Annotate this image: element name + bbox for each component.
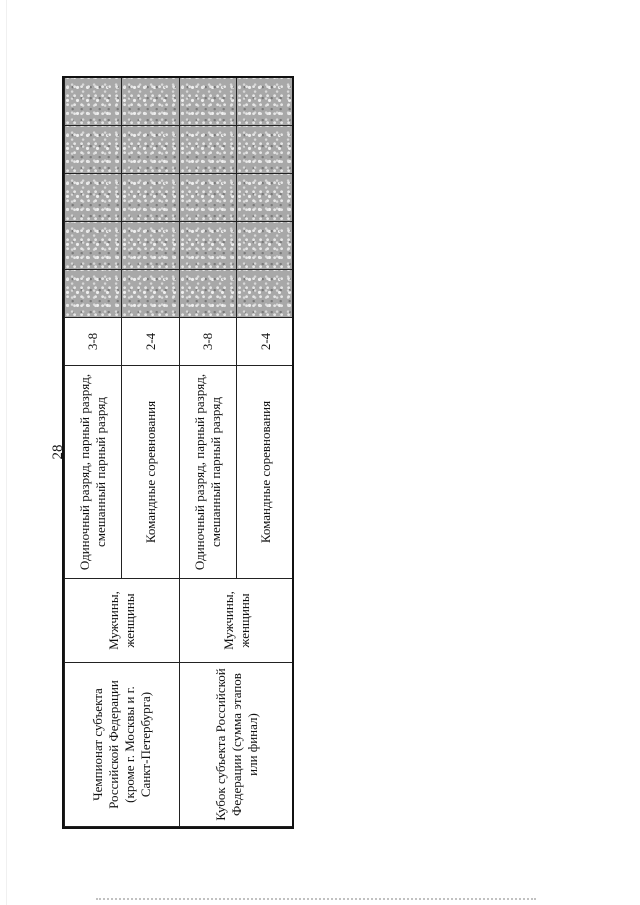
places-value: 3-8 [200,332,215,351]
competition-cell [180,663,295,827]
shaded-cell [237,126,295,174]
gender-label: Мужчины, женщины [106,591,137,650]
shaded-cell [65,222,122,270]
gender-cell [180,579,295,663]
shaded-cell [237,78,295,126]
shaded-cell [180,126,237,174]
shaded-cell [237,222,295,270]
discipline-name: Командные соревнования [257,400,273,544]
table-row [180,78,237,827]
shaded-cell [180,174,237,222]
rotated-table-viewport [64,78,294,827]
shaded-cell [122,78,180,126]
shaded-cell [180,78,237,126]
places-cell [237,318,295,366]
scan-margin-line [6,0,7,905]
shaded-cell [237,270,295,318]
places-value: 3-8 [85,332,100,351]
shaded-cell [122,270,180,318]
places-cell [65,318,122,366]
shaded-cell [65,126,122,174]
competition-name: Чемпионат субъекта Российской Федерации (кроме г. Москвы и г. Санкт-Петербурга) [90,680,153,809]
shaded-cell [65,174,122,222]
rotated-table-container [64,78,294,827]
places-cell [122,318,180,366]
competition-cell [65,663,180,827]
discipline-name: Одиночный разряд, парный разряд, смешанный парный разряд [192,373,223,571]
discipline-cell [65,366,122,579]
shaded-cell [122,126,180,174]
page-number: 28 [50,444,66,460]
discipline-cell [180,366,237,579]
discipline-cell [237,366,295,579]
shaded-cell [65,78,122,126]
scan-artifact-line [96,898,536,903]
places-value: 2-4 [257,332,273,351]
shaded-cell [237,174,295,222]
shaded-cell [180,270,237,318]
ranking-table [64,78,294,827]
discipline-cell [122,366,180,579]
shaded-cell [65,270,122,318]
places-value: 2-4 [142,332,158,351]
competition-name: Кубок субъекта Российской Федерации (сумма этапов или финал) [213,668,260,821]
shaded-cell [122,174,180,222]
table-row [65,78,122,827]
discipline-name: Командные соревнования [142,400,158,544]
discipline-name: Одиночный разряд, парный разряд, смешанный парный разряд [77,373,108,571]
gender-label: Мужчины, женщины [221,591,252,650]
shaded-cell [180,222,237,270]
shaded-cell [122,222,180,270]
places-cell [180,318,237,366]
gender-cell [65,579,180,663]
